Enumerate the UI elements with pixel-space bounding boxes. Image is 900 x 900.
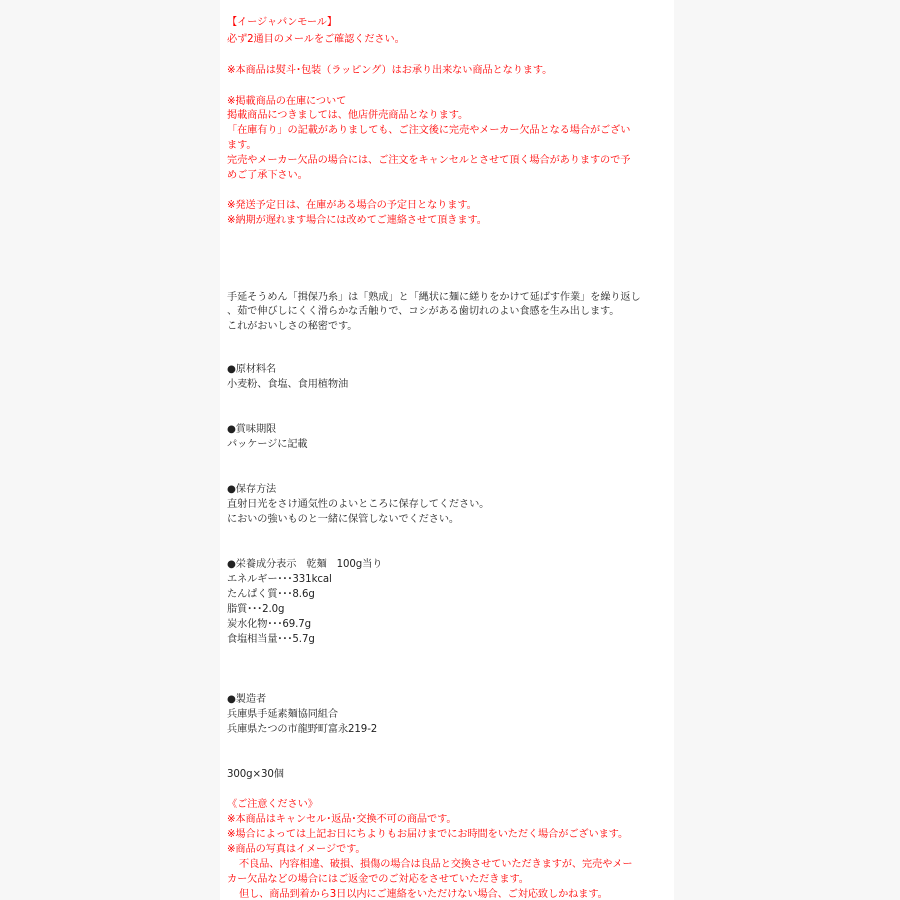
footer-notice-line: カー欠品などの場合にはご返金でのご対応をさせていただきます。 [227,874,529,885]
nutrition-row: 炭水化物･･･69.7g [227,619,311,630]
footer-notice-title: 《ご注意ください》 [227,799,318,810]
description-line: これがおいしさの秘密です。 [227,321,358,332]
manufacturer-heading: ●製造者 [227,694,267,705]
nutrition-row: 脂質･･･2.0g [227,604,285,615]
notice-line: めご了承下さい。 [227,170,308,181]
notice-line: ※本商品は熨斗･包装（ラッピング）はお承り出来ない商品となります。 [227,65,553,76]
footer-notice-line: 但し、商品到着から3日以内にご連絡をいただけない場合、ご対応致しかねます。 [239,889,608,900]
description-line: 、茹で伸びしにくく滑らかな舌触りで、コシがある歯切れのよい食感を生み出します。 [227,306,620,317]
notice-line: 必ず2通目のメールをご確認ください。 [227,34,405,45]
storage-heading: ●保存方法 [227,484,277,495]
description-line: 手延そうめん「揖保乃糸」は「熟成」と「縄状に麺に縒りをかけて延ばす作業」を繰り返し [227,292,641,303]
notice-line: ※掲載商品の在庫について [227,96,347,107]
nutrition-row: 食塩相当量･･･5.7g [227,634,315,645]
notice-line: 掲載商品につきましては、他店併売商品となります。 [227,110,469,121]
best-before-value: パッケージに記載 [227,439,308,450]
footer-notice-line: ※商品の写真はイメージです。 [227,844,366,855]
notice-line: ※納期が遅れます場合には改めてご連絡させて頂きます。 [227,215,487,226]
footer-notice-line: ※場合によっては上記お日にちよりもお届けまでにお時間をいただく場合がございます。 [227,829,629,840]
product-description-panel [220,0,674,900]
notice-line: ※発送予定日は、在庫がある場合の予定日となります。 [227,200,477,211]
quantity-label: 300g×30個 [227,769,284,780]
nutrition-heading: ●栄養成分表示 乾麺 100g当り [227,559,383,570]
notice-line: 「在庫有り」の記載がありましても、ご注文後に完売やメーカー欠品となる場合がござい [227,125,631,136]
ingredients-heading: ●原材料名 [227,364,277,375]
footer-notice-line: ※本商品はキャンセル･返品･交換不可の商品です。 [227,814,457,825]
nutrition-row: エネルギー･･･331kcal [227,574,332,585]
nutrition-row: たんぱく質･･･8.6g [227,589,315,600]
storage-value: 直射日光をさけ通気性のよいところに保存してください。 [227,499,490,510]
manufacturer-address: 兵庫県たつの市龍野町富永219-2 [227,724,378,735]
notice-line: ます。 [227,140,257,151]
shop-name: 【イージャパンモール】 [227,17,337,28]
ingredients-value: 小麦粉、食塩、食用植物油 [227,379,349,390]
manufacturer-name: 兵庫県手延素麺協同組合 [227,709,338,720]
notice-line: 完売やメーカー欠品の場合には、ご注文をキャンセルとさせて頂く場合がありますので予 [227,155,631,166]
storage-value: においの強いものと一緒に保管しないでください。 [227,514,460,525]
best-before-heading: ●賞味期限 [227,424,277,435]
footer-notice-line: 不良品、内容相違、破損、損傷の場合は良品と交換させていただきますが、完売やメー [239,859,633,870]
